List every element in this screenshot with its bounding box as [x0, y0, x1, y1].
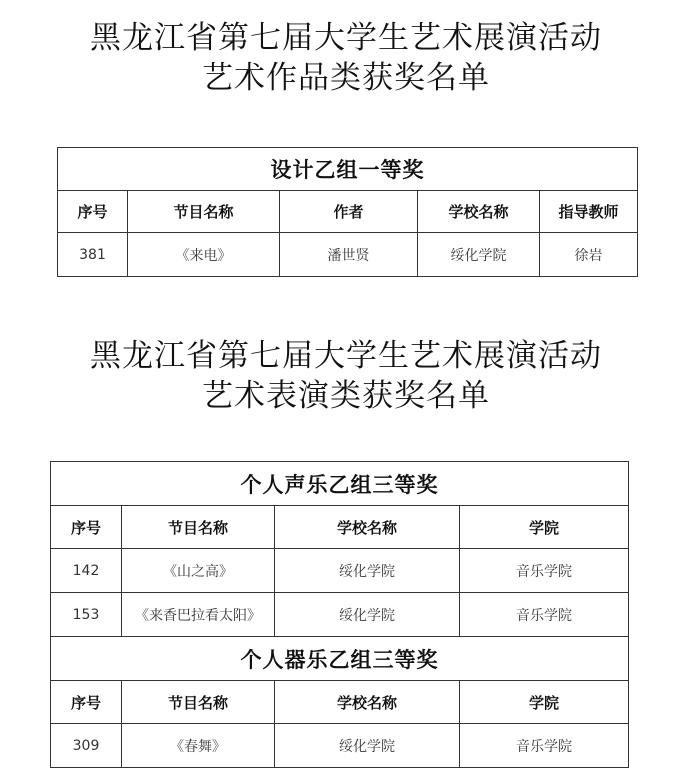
cell-author: 潘世贤: [280, 233, 418, 277]
table-row: [51, 724, 629, 768]
table-header-row: [58, 191, 638, 233]
title-line-2: 艺术作品类获奖名单: [202, 60, 490, 96]
artwork-award-title: [0, 18, 692, 98]
cell-program: 《来香巴拉看太阳》: [122, 593, 275, 637]
header-cell: 指导教师: [540, 191, 638, 233]
cell-number: 309: [51, 724, 122, 768]
cell-number: 381: [58, 233, 128, 277]
cell-school: 绥化学院: [275, 593, 460, 637]
cell-program: 《山之高》: [122, 549, 275, 593]
title-line-1: 黑龙江省第七届大学生艺术展演活动: [90, 338, 602, 374]
cell-college: 音乐学院: [460, 593, 629, 637]
performance-award-table: [50, 461, 629, 768]
header-cell: 学校名称: [418, 191, 540, 233]
table-header-row: [51, 681, 629, 724]
header-cell: 序号: [58, 191, 128, 233]
cell-teacher: 徐岩: [540, 233, 638, 277]
header-cell: 节目名称: [128, 191, 280, 233]
cell-school: 绥化学院: [275, 549, 460, 593]
header-cell: 序号: [51, 681, 122, 724]
table-row: [58, 233, 638, 277]
table-row: [51, 549, 629, 593]
cell-number: 142: [51, 549, 122, 593]
cell-college: 音乐学院: [460, 724, 629, 768]
cell-number: 153: [51, 593, 122, 637]
header-cell: 学校名称: [275, 506, 460, 549]
cell-school: 绥化学院: [275, 724, 460, 768]
artwork-award-table: [57, 147, 638, 277]
table-row: [51, 593, 629, 637]
title-line-2: 艺术表演类获奖名单: [202, 378, 490, 414]
header-cell: 作者: [280, 191, 418, 233]
header-cell: 学院: [460, 506, 629, 549]
cell-program: 《来电》: [128, 233, 280, 277]
header-cell: 序号: [51, 506, 122, 549]
header-cell: 学校名称: [275, 681, 460, 724]
group-title: 个人器乐乙组三等奖: [51, 637, 629, 681]
performance-award-title: [0, 336, 692, 416]
group-title: 个人声乐乙组三等奖: [51, 462, 629, 506]
title-line-1: 黑龙江省第七届大学生艺术展演活动: [90, 20, 602, 56]
cell-college: 音乐学院: [460, 549, 629, 593]
table-header-row: [51, 506, 629, 549]
cell-school: 绥化学院: [418, 233, 540, 277]
header-cell: 节目名称: [122, 506, 275, 549]
header-cell: 学院: [460, 681, 629, 724]
header-cell: 节目名称: [122, 681, 275, 724]
group-title: 设计乙组一等奖: [58, 148, 638, 191]
cell-program: 《春舞》: [122, 724, 275, 768]
